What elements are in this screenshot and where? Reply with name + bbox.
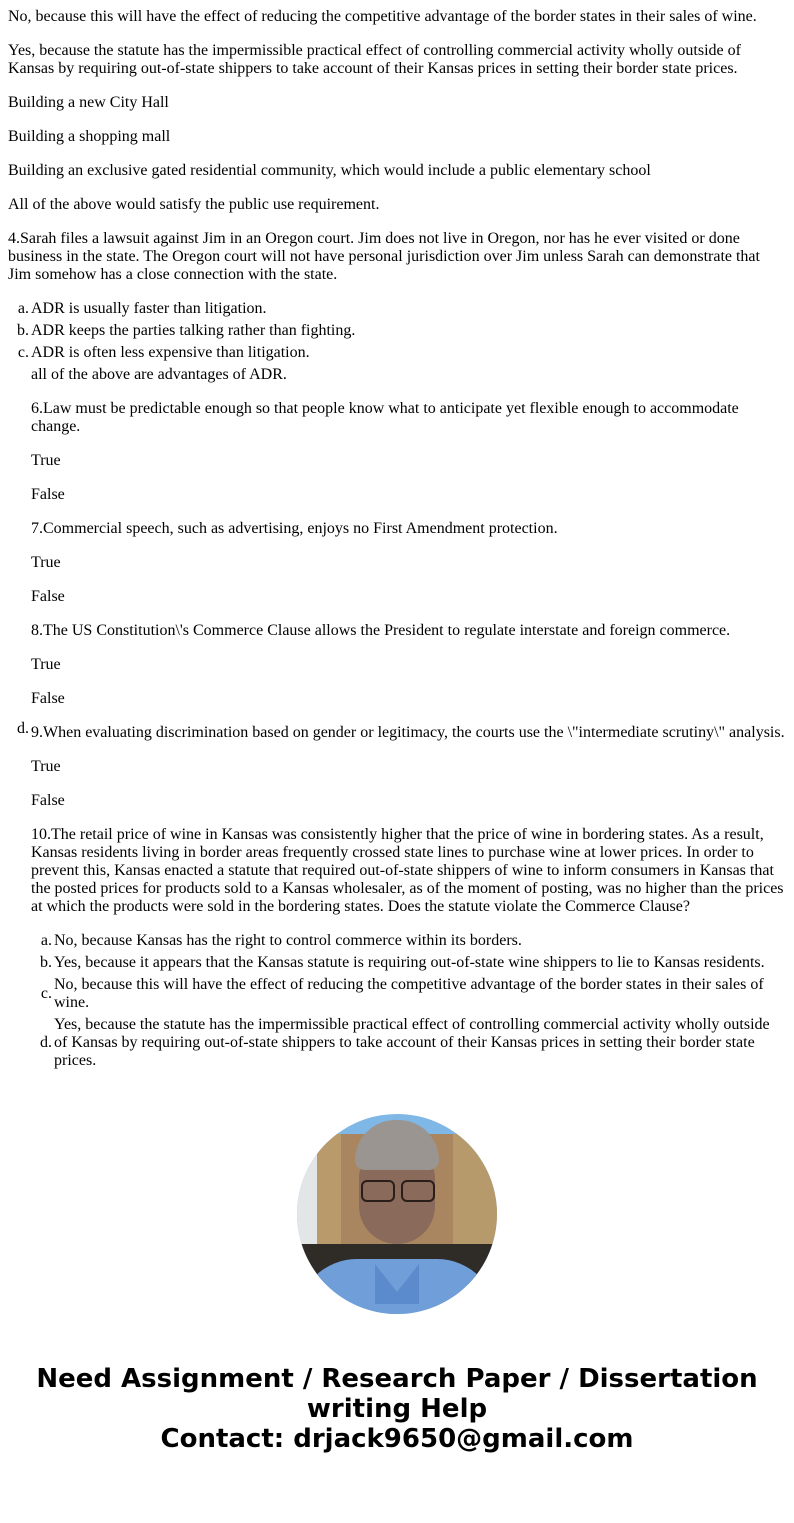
list-item-text: all of the above are advantages of ADR.: [31, 366, 287, 383]
answer-option-text: Yes, because the statute has the impermissible practical effect of controlling commercial activity wholly outside of Kansas by requiring out-of-state shippers to take account of their Kansas prices in setting their border state prices.: [8, 42, 741, 77]
true-option: True: [31, 554, 61, 571]
list-marker: c.: [17, 344, 29, 361]
promo-line: Need Assignment / Research Paper / Dissertation: [36, 1364, 758, 1394]
list-item-text: No, because Kansas has the right to control commerce within its borders.: [54, 932, 522, 949]
false-option: False: [31, 690, 65, 707]
answer-option-text: Building a shopping mall: [8, 128, 171, 145]
false-option: False: [31, 486, 65, 503]
list-item-text: ADR is often less expensive than litigation.: [31, 344, 310, 361]
contact-email: Contact: drjack9650@gmail.com: [160, 1424, 634, 1454]
list-marker: c.: [40, 985, 52, 1002]
list-item: [40, 976, 786, 1012]
list-item-text: Yes, because the statute has the impermissible practical effect of controlling commercial activity wholly outside of Kansas by requiring out-of-state shippers to take account of their Kansas prices in setting their border state prices.: [54, 1016, 770, 1069]
list-item: [40, 1016, 786, 1070]
answer-option-text: Building a new City Hall: [8, 94, 169, 111]
list-item-text: ADR keeps the parties talking rather than fighting.: [31, 322, 356, 339]
portrait-photo-icon: [297, 1114, 497, 1314]
true-option: True: [31, 758, 61, 775]
answer-option-text: All of the above would satisfy the public use requirement.: [8, 196, 380, 213]
avatar-container: [8, 1114, 786, 1314]
list-marker: b.: [17, 322, 29, 339]
question-6-text: 6.Law must be predictable enough so that people know what to anticipate yet flexible enough to accommodate change.: [31, 400, 739, 435]
false-option: False: [31, 588, 65, 605]
list-item: [40, 954, 786, 972]
list-item: [17, 300, 786, 318]
promo-line: writing Help: [306, 1394, 488, 1424]
question-10-text: 10.The retail price of wine in Kansas was consistently higher that the price of wine in bordering states. As a result, Kansas residents living in border areas frequently crossed state lines to purchase wine at lower prices. In order to prevent this, Kansas enacted a statute that required out-of-state shippers of wine to inform consumers in Kansas that the posted prices for products sold to a Kansas wholesaler, as of the moment of posting, was no higher than the prices at which the products were sold in the bordering states. Does the statute violate the Commerce Clause?: [31, 826, 784, 915]
list-marker: d.: [17, 720, 29, 737]
list-marker: b.: [40, 954, 52, 971]
list-item-text: ADR is usually faster than litigation.: [31, 300, 267, 317]
list-marker: a.: [40, 932, 52, 949]
question-10-options: [31, 932, 786, 1070]
true-option: True: [31, 452, 61, 469]
list-item-text: Yes, because it appears that the Kansas statute is requiring out-of-state wine shippers to lie to Kansas residents.: [54, 954, 765, 971]
question-9-text: 9.When evaluating discrimination based on gender or legitimacy, the courts use the \"intermediate scrutiny\" analysis.: [31, 724, 785, 741]
list-marker: d.: [40, 1034, 52, 1051]
list-item: [17, 366, 786, 1070]
list-item: [40, 932, 786, 950]
list-item: [17, 344, 786, 362]
question-8-text: 8.The US Constitution\'s Commerce Clause allows the President to regulate interstate and foreign commerce.: [31, 622, 731, 639]
false-option: False: [31, 792, 65, 809]
list-item-text: No, because this will have the effect of reducing the competitive advantage of the border states in their sales of wine.: [54, 976, 764, 1011]
list-marker: a.: [17, 300, 29, 317]
adr-options-list: [8, 300, 786, 1070]
answer-option-text: No, because this will have the effect of reducing the competitive advantage of the border states in their sales of wine.: [8, 8, 757, 25]
list-item: [17, 322, 786, 340]
true-option: True: [31, 656, 61, 673]
promo-banner: [8, 1364, 786, 1484]
question-7-text: 7.Commercial speech, such as advertising, enjoys no First Amendment protection.: [31, 520, 558, 537]
answer-option-text: Building an exclusive gated residential community, which would include a public elementary school: [8, 162, 651, 179]
question-4-text: 4.Sarah files a lawsuit against Jim in an Oregon court. Jim does not live in Oregon, nor has he ever visited or done business in the state. The Oregon court will not have personal jurisdiction over Jim unless Sarah can demonstrate that Jim somehow has a close connection with the state.: [8, 230, 760, 283]
